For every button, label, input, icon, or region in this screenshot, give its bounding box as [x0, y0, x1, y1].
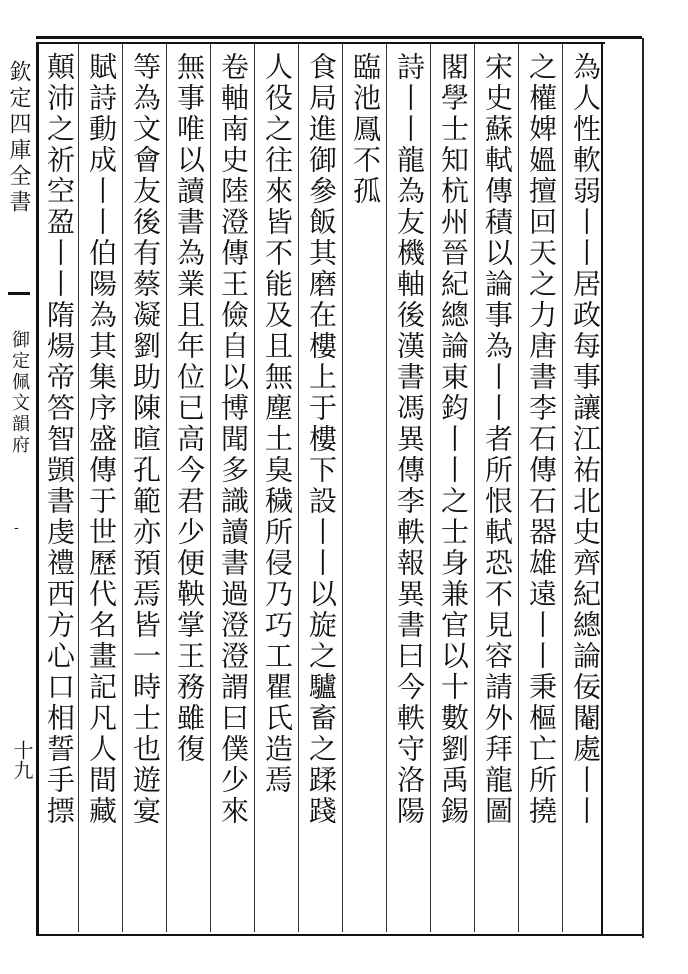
text-column-3: 宋史蘇軾傳積以論事為丨丨者所恨軾恐不見容請外拜龍圖: [481, 52, 514, 827]
margin-separator: [8, 292, 30, 295]
margin-dash: -: [14, 520, 19, 536]
column-rule: [78, 44, 79, 932]
column-rule: [166, 44, 167, 932]
column-rule: [122, 44, 123, 932]
text-column-4: 閣學士知杭州晉紀總論東鈞丨丨之士身兼官以十數劉禹錫: [437, 52, 470, 827]
column-rule: [298, 44, 299, 932]
column-rule: [430, 44, 431, 932]
text-column-13: 顛沛之祈空盈丨丨隋煬帝答智顗書虔禮西方心口相誓手摽: [43, 52, 76, 827]
text-column-12: 賦詩動成丨丨伯陽為其集序盛傳于世歷代名畫記凡人間藏: [85, 52, 118, 827]
outer-right-rule: [642, 38, 644, 938]
volume-title: 御定佩文韻府: [9, 330, 30, 456]
column-rule: [562, 44, 563, 932]
text-column-6: 臨池鳳不孤: [349, 52, 382, 207]
text-column-11: 等為文會友後有蔡凝劉助陳暄孔範亦預焉皆一時士也遊宴: [129, 52, 162, 827]
column-rule: [254, 44, 255, 932]
page-number: 十九: [10, 740, 34, 780]
column-rule: [386, 44, 387, 932]
top-border: [36, 36, 642, 39]
column-rule: [518, 44, 519, 932]
text-column-8: 人役之往來皆不能及且無塵土臭穢所侵乃巧工瞿氏造焉: [261, 52, 294, 796]
column-rule: [474, 44, 475, 932]
text-column-5: 詩丨丨龍為友機軸後漢書馮異傳李軼報異書曰今軼守洛陽: [393, 52, 426, 827]
text-column-2: 之權婢媼擅回天之力唐書李石傳石器雄遠丨丨秉樞亡所撓: [525, 52, 558, 827]
text-column-1: 為人性軟弱丨丨居政每事讓江祐北史齊紀總論佞閹處丨丨: [569, 52, 602, 827]
text-column-10: 無事唯以讀書為業且年位已高今君少便鞅掌王務雖復: [173, 52, 206, 765]
column-rule: [342, 44, 343, 932]
text-column-7: 食局進御參飯其磨在樓上于樓下設丨丨以旋之驢畜之蹂踐: [305, 52, 338, 827]
book-title: 欽定四庫全書: [6, 60, 31, 216]
column-rule: [210, 44, 211, 932]
text-column-9: 卷軸南史陸澄傳王儉自以博聞多識讀書過澄澄謂曰僕少來: [217, 52, 250, 827]
